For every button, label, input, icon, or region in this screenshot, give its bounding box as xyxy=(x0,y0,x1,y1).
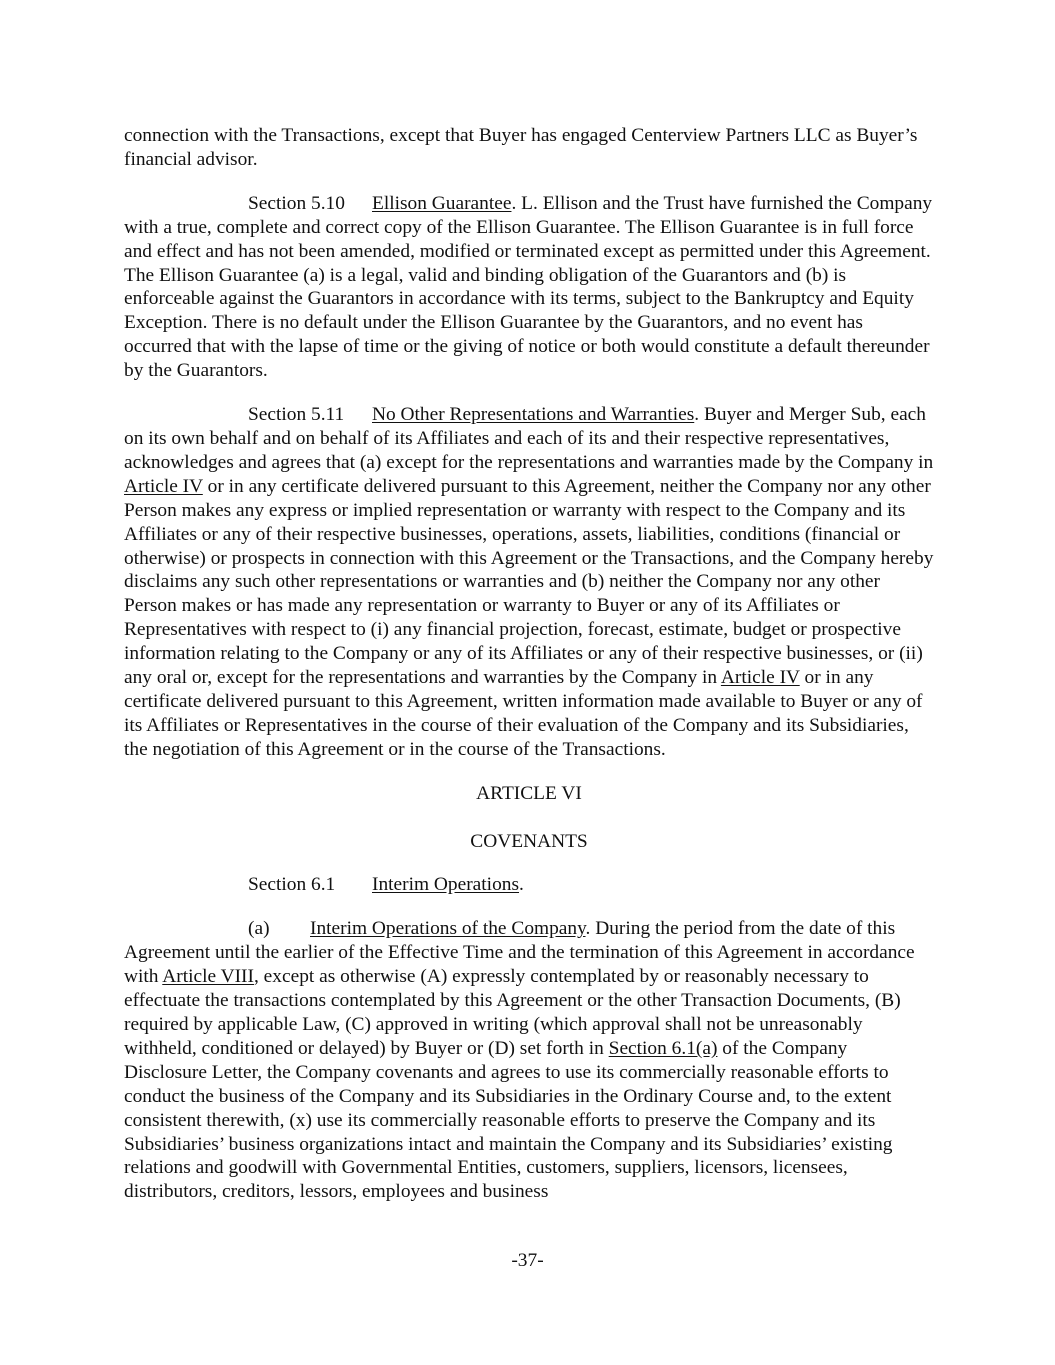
section-6-1-paragraph: Section 6.1 Interim Operations. xyxy=(248,874,524,896)
section-6-1-a-paragraph: (a) Interim Operations of the Company. During the period from the date of this Agreement until the earlier of the Effective Time and the termination of this Agreement in accordance with Article VIII, except as otherwise (A) expressly contemplated by or reasonably necessary to effectuate the transactions contemplated by this Agreement or the other Transaction Documents, (B) required by applicable Law, (C) approved in writing (which approval shall not be unreasonably withheld, conditioned or delayed) by Buyer or (D) set forth in Section 6.1(a) of the Company Disclosure Letter, the Company covenants and agrees to use its commercially reasonable efforts to conduct the business of the Company and its Subsidiaries in the Ordinary Course and, to the extent consistent therewith, (x) use its commercially reasonable efforts to preserve the Company and its Subsidiaries’ business organizations intact and maintain the Company and its Subsidiaries’ existing relations and goodwill with Governmental Entities, customers, suppliers, licensors, licensees, distributors, creditors, lessors, employees and business xyxy=(124,918,915,1203)
section-6-1-a-body-3: of the Company Disclosure Letter, the Company covenants and agrees to use its commercially reasonable efforts to conduct the business of the Company and its Subsidiaries in the Ordinary Course and, to the extent consistent therewith, (x) use its commercially reasonable efforts to preserve the Company and its Subsidiaries’ business organizations intact and maintain the Company and its Subsidiaries’ existing relations and goodwill with Governmental Entities, customers, suppliers, licensors, licensees, distributors, creditors, lessors, employees and business xyxy=(124,1037,893,1203)
section-6-1-a-reference: Section 6.1(a) xyxy=(608,1037,718,1059)
section-6-1-heading: Interim Operations xyxy=(372,874,520,896)
article-iv-reference: Article IV xyxy=(720,667,800,689)
article-title: COVENANTS xyxy=(470,830,588,852)
article-viii-reference: Article VIII xyxy=(162,966,254,988)
page-number: -37- xyxy=(511,1250,544,1271)
section-5-10-paragraph: Section 5.10 Ellison Guarantee. L. Ellison and the Trust have furnished the Company with a true, complete and correct copy of the Ellison Guarantee. The Ellison Guarantee is in full force and effect and has not been amended, modified or terminated except as permitted under this Agreement. The Ellison Guarantee (a) is a legal, valid and binding obligation of the Guarantors and (b) is enforceable against the Guarantors in accordance with its terms, subject to the Bankruptcy and Equity Exception. There is no default under the Ellison Guarantee by the Guarantors, and no event has occurred that with the lapse of time or the giving of notice or both would constitute a default thereunder by the Guarantors. xyxy=(124,192,933,382)
section-5-11-number: Section 5.11 xyxy=(248,404,345,426)
section-5-11-body-2: or in any certificate delivered pursuant to this Agreement, neither the Company nor any other Person makes any express or implied representation or warranty with respect to the Company and its Affiliates or any of their respective businesses, operations, assets, liabilities, conditions (financial or otherwise) or prospects in connection with this Agreement or the Transactions, and the Company hereby disclaims any such other representations or warranties and (b) neither the Company nor any other Person makes or has made any representation or warranty to Buyer or any of its Affiliates or Representatives with respect to (i) any financial projection, forecast, estimate, budget or prospective information relating to the Company or any of its Affiliates or any of their respective businesses, or (ii) any oral or, except for the representations and warranties by the Company in xyxy=(124,475,934,689)
section-5-11-body-1: Buyer and Merger Sub, each on its own behalf and on behalf of its Affiliates and each of its and their respective representatives, acknowledges and agrees that (a) except for the representations and warranties made by the Company in xyxy=(124,404,934,473)
section-6-1-a-body-2: , except as otherwise (A) expressly contemplated by or reasonably necessary to effectuate the transactions contemplated by this Agreement or the other Transaction Documents, (B) required by applicable Law, (C) approved in writing (which approval shall not be unreasonably withheld, conditioned or delayed) by Buyer or (D) set forth in xyxy=(124,966,901,1059)
document-page xyxy=(124,124,934,1204)
section-6-1-a-heading: Interim Operations of the Company xyxy=(310,918,586,940)
section-5-10-heading: Ellison Guarantee xyxy=(372,192,512,214)
article-number: ARTICLE VI xyxy=(476,782,582,804)
section-6-1-number: Section 6.1 xyxy=(248,874,336,896)
section-5-11-paragraph: Section 5.11 No Other Representations and Warranties. Buyer and Merger Sub, each on its own behalf and on behalf of its Affiliates and each of its and their respective representatives, acknowledges and agrees that (a) except for the representations and warranties made by the Company in Article IV or in any certificate delivered pursuant to this Agreement, neither the Company nor any other Person makes any express or implied representation or warranty with respect to the Company and its Affiliates or any of their respective businesses, operations, assets, liabilities, conditions (financial or otherwise) or prospects in connection with this Agreement or the Transactions, and the Company hereby disclaims any such other representations or warranties and (b) neither the Company nor any other Person makes or has made any representation or warranty to Buyer or any of its Affiliates or Representatives with respect to (i) any financial projection, forecast, estimate, budget or prospective information relating to the Company or any of its Affiliates or any of their respective businesses, or (ii) any oral or, except for the representations and warranties by the Company in Article IV or in any certificate delivered pursuant to this Agreement, written information made available to Buyer or any of its Affiliates or Representatives in the course of their evaluation of the Company and its Subsidiaries, the negotiation of this Agreement or in the course of the Transactions. xyxy=(124,404,934,760)
section-6-1-a-label: (a) xyxy=(248,918,270,940)
intro-paragraph: connection with the Transactions, except that Buyer has engaged Centerview Partners LLC as Buyer’s financial advisor. xyxy=(124,125,918,170)
section-6-1-a-body-1: During the period from the date of this Agreement until the earlier of the Effective Time and the termination of this Agreement in accordance with xyxy=(124,918,915,988)
section-5-11-body-3: or in any certificate delivered pursuant to this Agreement, written information made available to Buyer or any of its Affiliates or Representatives in the course of their evaluation of the Company and its Subsidiaries, the negotiation of this Agreement or in the course of the Transactions. xyxy=(124,667,923,760)
section-5-10-number: Section 5.10 xyxy=(248,192,345,214)
section-5-11-heading: No Other Representations and Warranties xyxy=(372,404,695,426)
article-iv-reference: Article IV xyxy=(124,475,203,497)
section-5-10-body: L. Ellison and the Trust have furnished the Company with a true, complete and correct copy of the Ellison Guarantee. The Ellison Guarantee is in full force and effect and has not been amended, modified or terminated except as permitted under this Agreement. The Ellison Guarantee (a) is a legal, valid and binding obligation of the Guarantors and (b) is enforceable against the Guarantors in accordance with its terms, subject to the Bankruptcy and Equity Exception. There is no default under the Ellison Guarantee by the Guarantors, and no event has occurred that with the lapse of time or the giving of notice or both would constitute a default thereunder by the Guarantors. xyxy=(124,192,933,382)
